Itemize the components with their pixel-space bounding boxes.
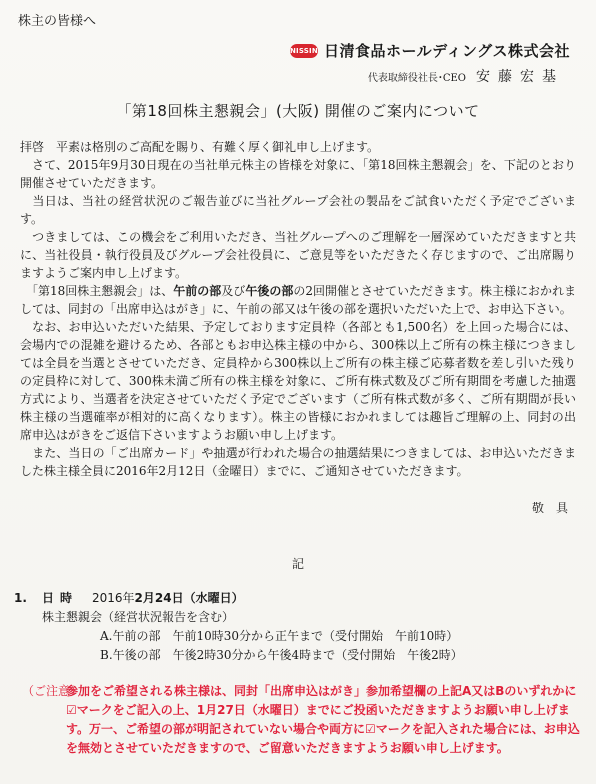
schedule-number: 1. <box>14 591 27 605</box>
nissin-logo: NISSIN <box>290 44 318 58</box>
schedule-event: 株主懇親会（経営状況報告を含む） <box>42 610 235 624</box>
paragraph-greeting: 拝啓 平素は格別のご高配を賜り、有難く厚く御礼申し上げます。 <box>20 140 380 154</box>
notice-tag: （ご注意） <box>22 684 83 698</box>
signer-title: 代表取締役社長･CEO <box>367 73 466 84</box>
signer-name: 安藤宏基 <box>476 69 564 85</box>
paragraph-sessions <box>20 282 576 318</box>
notice-text: 参加をご希望される株主様は、同封「出席申込はがき」参加希望欄の上記A又はBのいずれかに☑マークをご記入の上、1月27日（水曜日）までにご投函いただきますようお願い申し上げます。万一、ご希望の部が明記されていない場合や両方に☑マークを記入された場合には、お申込を無効とさせていただきますので、ご留意いただきますようお願い申し上げます。 <box>66 684 580 755</box>
schedule-heading <box>14 589 580 608</box>
paragraph-announcement: さて、2015年9月30日現在の当社単元株主の皆様を対象に、「第18回株主懇親会」を、下記のとおり開催させていただきます。 <box>20 158 576 190</box>
notice-block <box>22 682 580 758</box>
company-name: 日清食品ホールディングス株式会社 <box>323 42 570 60</box>
paragraph-invitation: つきましては、この機会をご利用いただき、当社グループへのご理解を一層深めていただきますと共に、当社役員・執行役員及びグループ会社役員に、ご意見等をいただきたく存じますので、ご出席賜りますようご案内申し上げます。 <box>20 230 576 280</box>
schedule-date: 2月24日（水曜日） <box>134 591 244 605</box>
session-a: A.午前の部 午前10時30分から正午まで（受付開始 午前10時） <box>100 629 459 643</box>
afternoon-session-text: 午後の部 <box>245 284 294 298</box>
sessions-details: の2回開催とさせていただきます。株主様におかれましては、同封の「出席申込はがき」に、午前の部又は午後の部を選択いただいた上で、お申込下さい。 <box>20 284 577 316</box>
session-b: B.午後の部 午後2時30分から午後4時まで（受付開始 午後2時） <box>100 648 463 662</box>
signer <box>368 66 564 86</box>
schedule-section <box>14 589 580 665</box>
document-title: 「第18回株主懇親会」(大阪) 開催のご案内について <box>116 102 480 120</box>
paragraph-agenda: 当日は、当社の経営状況のご報告並びに当社グループ会社の製品をご試食いただく予定でございます。 <box>20 194 576 226</box>
paragraph-notification: また、当日の「ご出席カード」や抽選が行われた場合の抽選結果につきましては、お申込いただきました株主様全員に2016年2月12日（金曜日）までに、ご通知させていただきます。 <box>20 446 576 478</box>
ki-marker: 記 <box>291 557 304 571</box>
sessions-intro: 「第18回株主懇親会」は、 <box>20 284 174 298</box>
addressee: 株主の皆様へ <box>18 14 97 29</box>
letter-body <box>20 138 576 480</box>
company-header <box>290 40 570 61</box>
paragraph-lottery: なお、お申込いただいた結果、予定しております定員枠（各部とも1,500名）を上回った場合には、会場内での混雑を避けるため、各部ともお申込株主様の中から、300株以上ご所有の株主様につきましては全員を当選とさせていただき、定員枠から300株以上ご所有の株主様ご応募者数を差し引いた残りの定員枠に対して、300株未満ご所有の株主様を対象に、ご所有株式数及びご所有期間を考慮した抽選方式により、当選者を決定させていただく予定でございます（ご所有株式数が多く、ご所有期間が長い株主様の当選確率が相対的に高くなります）。株主の皆様におかれましては趣旨ご理解の上、同封の出席申込はがきをご返信下さいますようお願い申し上げます。 <box>20 320 576 442</box>
morning-session-text: 午前の部 <box>173 284 222 298</box>
closing-keigu: 敬 具 <box>531 501 568 515</box>
schedule-label: 日時 <box>42 591 79 605</box>
schedule-year: 2016年 <box>92 591 135 605</box>
sessions-and: 及び <box>221 284 246 298</box>
